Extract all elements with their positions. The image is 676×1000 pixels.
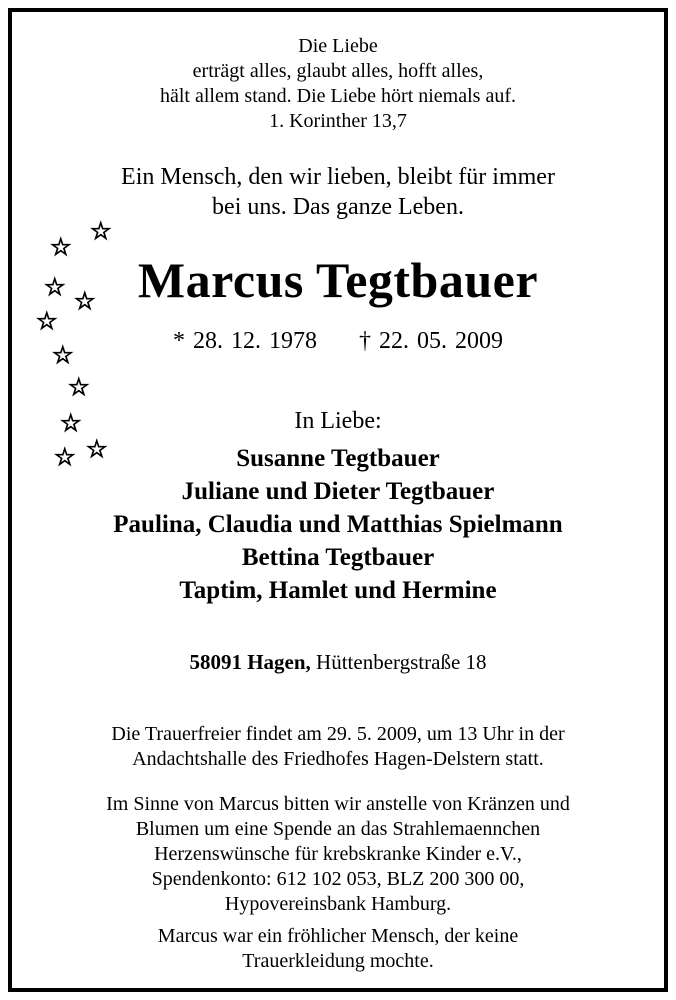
bible-verse (12, 34, 664, 134)
star-icon: ☆ (90, 217, 112, 245)
star-icon: ☆ (68, 373, 90, 401)
obituary-frame (8, 8, 668, 992)
mourner-line: Bettina Tegtbauer (241, 544, 435, 571)
birth-date: * 28. 12. 1978 (173, 328, 317, 354)
verse-line: Die Liebe (298, 35, 378, 57)
star-icon: ☆ (50, 233, 72, 261)
donation-line: Hypovereinsbank Hamburg. (224, 893, 452, 915)
mourner-line: Paulina, Claudia und Matthias Spielmann (113, 511, 563, 538)
funeral-notice (12, 722, 664, 772)
funeral-line: Andachtshalle des Friedhofes Hagen-Delstern statt. (132, 748, 544, 770)
mourner-line: Susanne Tegtbauer (236, 445, 440, 472)
death-date: † 22. 05. 2009 (359, 328, 503, 354)
mourner-line: Juliane und Dieter Tegtbauer (181, 478, 495, 505)
funeral-line: Die Trauerfreier findet am 29. 5. 2009, um 13 Uhr in der (111, 723, 565, 745)
donation-line: Blumen um eine Spende an das Strahlemaennchen (135, 818, 541, 840)
star-icon: ☆ (36, 307, 58, 335)
star-icon: ☆ (54, 443, 76, 471)
closing-line: Marcus war ein fröhlicher Mensch, der keine (157, 925, 519, 947)
memorial-quote (12, 162, 664, 222)
donation-line: Spendenkonto: 612 102 053, BLZ 200 300 00, (151, 868, 525, 890)
deceased-name: Marcus Tegtbauer (137, 252, 539, 308)
donation-notice (12, 792, 664, 917)
verse-line: erträgt alles, glaubt alles, hofft alles, (192, 60, 484, 82)
star-icon: ☆ (86, 435, 108, 463)
quote-line: Ein Mensch, den wir lieben, bleibt für immer (121, 164, 555, 190)
mourners-list (12, 442, 664, 607)
star-icon: ☆ (60, 409, 82, 437)
star-icon: ☆ (44, 273, 66, 301)
verse-reference: 1. Korinther 13,7 (269, 110, 407, 132)
address-street: Hüttenbergstraße 18 (316, 650, 487, 674)
verse-line: hält allem stand. Die Liebe hört niemals auf. (160, 85, 516, 107)
donation-line: Im Sinne von Marcus bitten wir anstelle von Kränzen und (106, 793, 570, 815)
life-dates (12, 326, 664, 356)
star-icon: ☆ (52, 341, 74, 369)
address (12, 648, 664, 676)
donation-line: Herzenswünsche für krebskranke Kinder e.V., (154, 843, 522, 865)
address-city: 58091 Hagen, (189, 650, 311, 674)
closing-note (12, 924, 664, 974)
star-icon: ☆ (74, 287, 96, 315)
in-love-heading: In Liebe: (294, 408, 382, 434)
closing-line: Trauerkleidung mochte. (242, 950, 434, 972)
mourner-line: Taptim, Hamlet und Hermine (179, 577, 497, 604)
quote-line: bei uns. Das ganze Leben. (212, 194, 464, 220)
